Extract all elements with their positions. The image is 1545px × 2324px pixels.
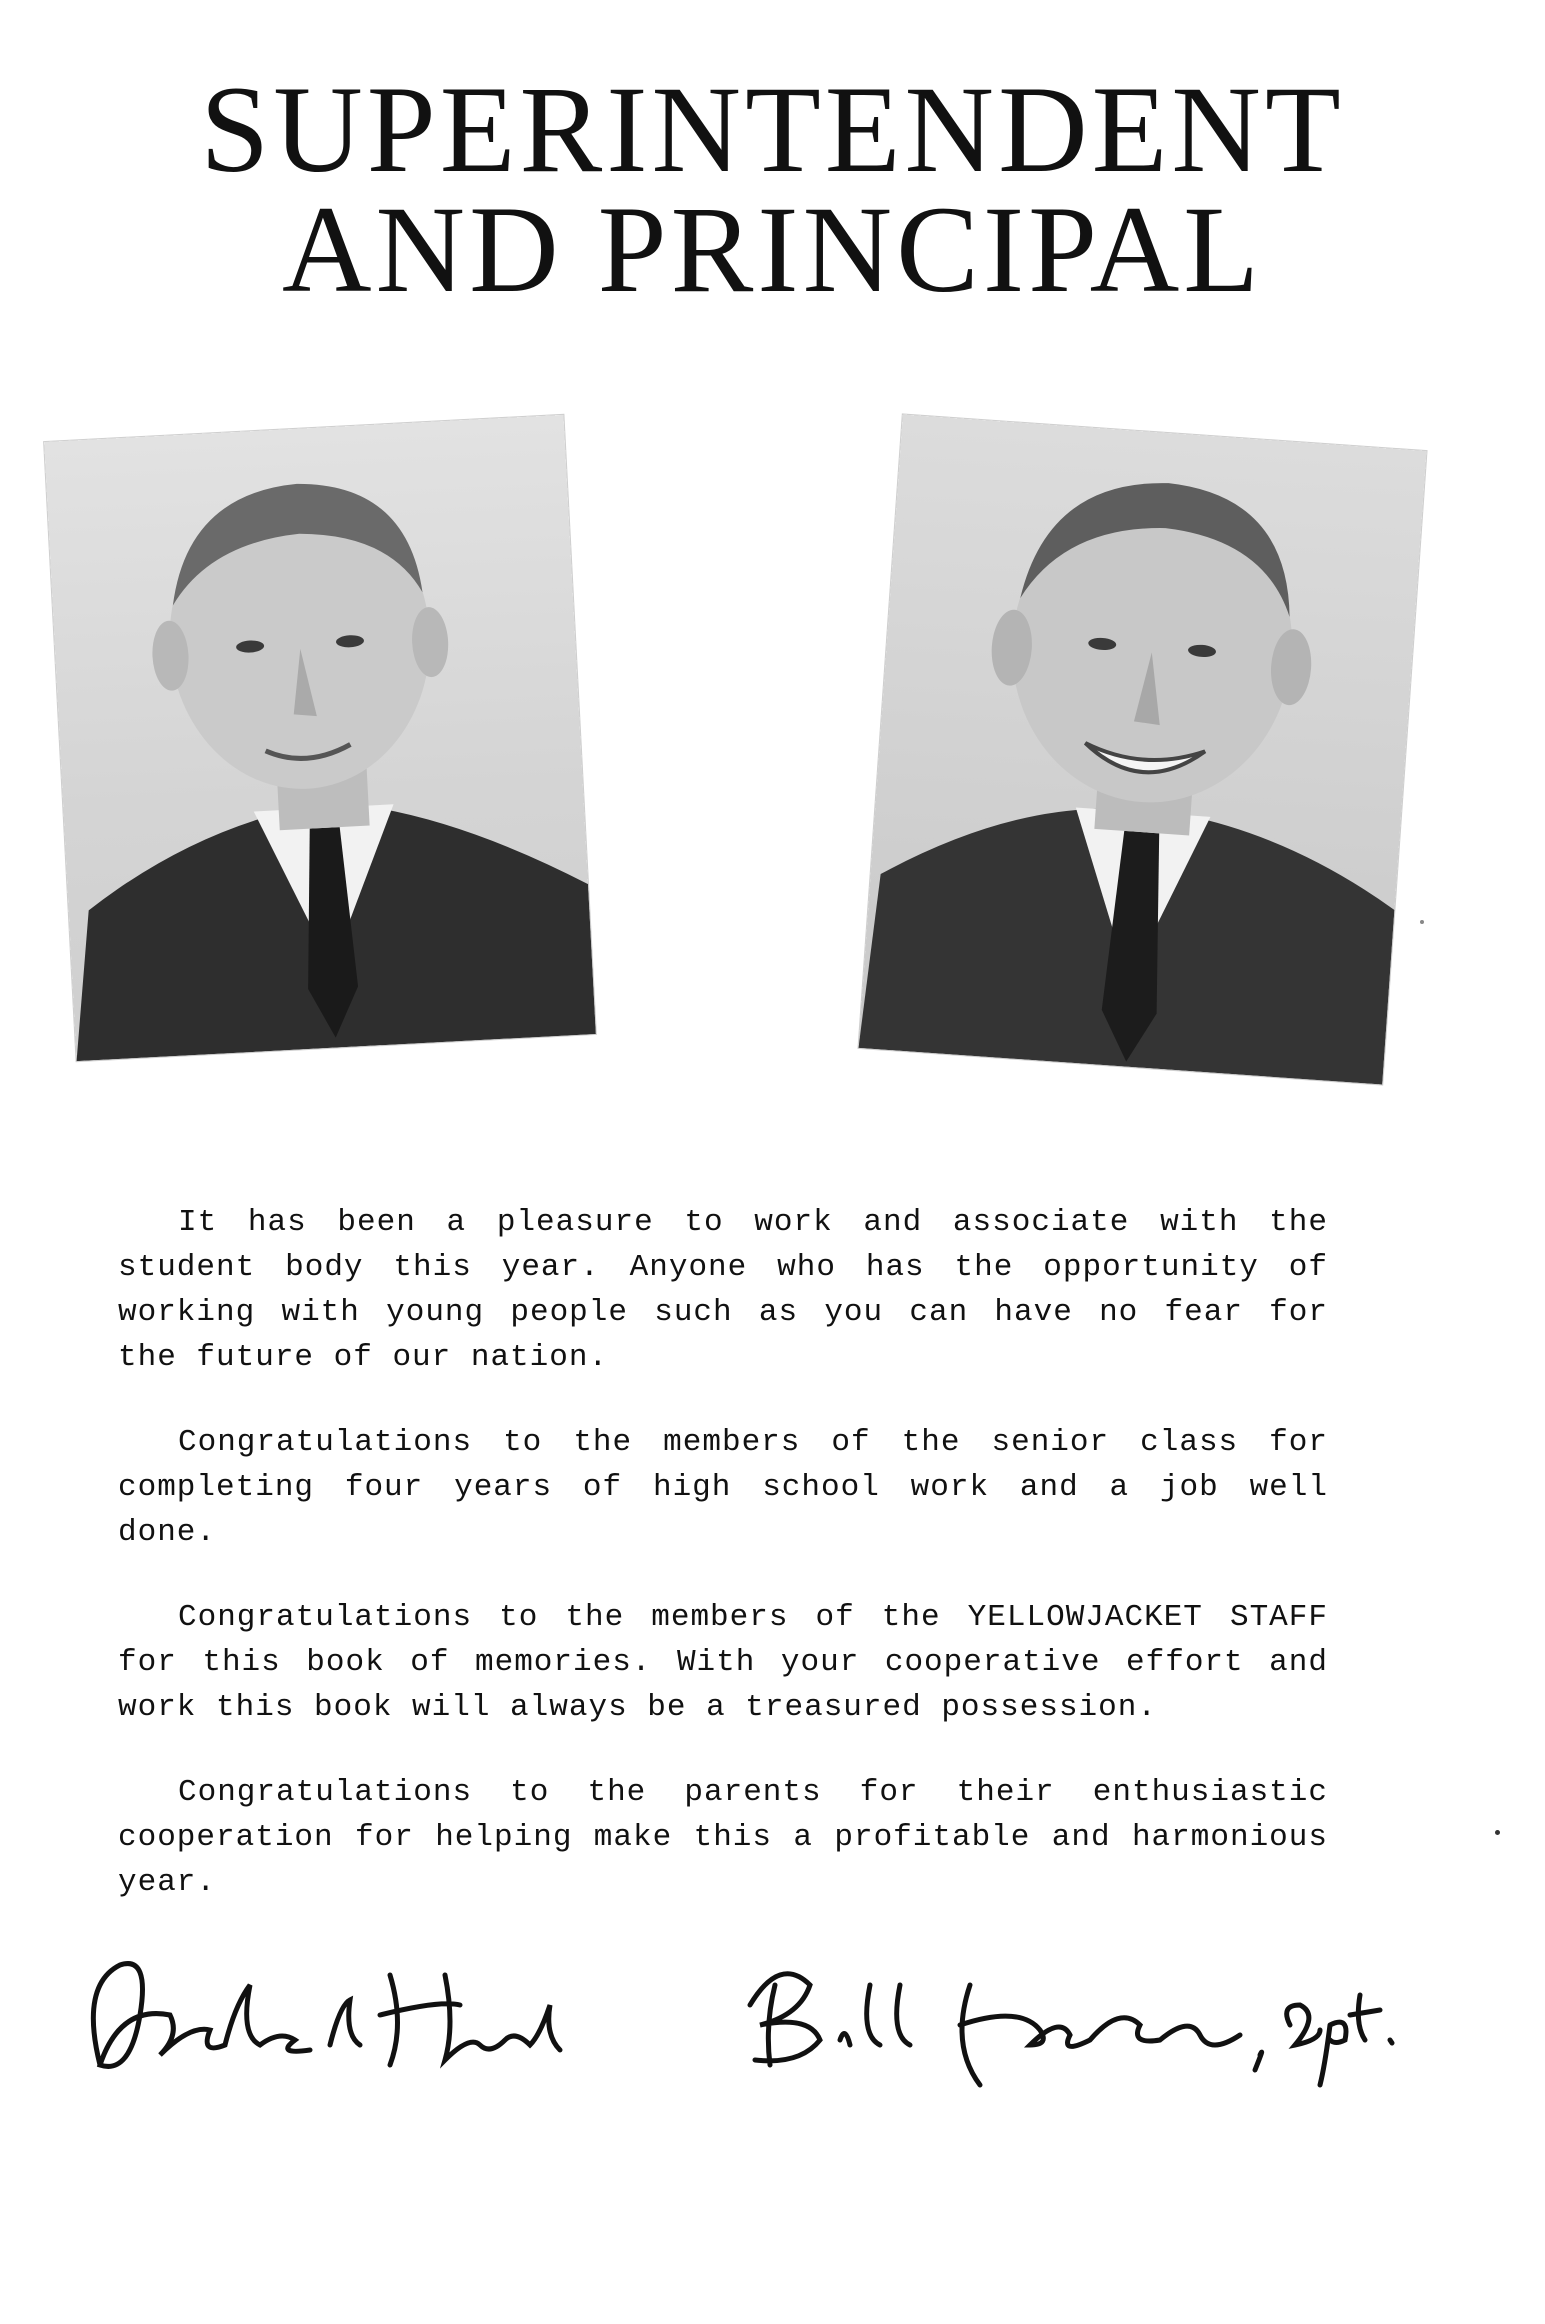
- signature-superintendent: [720, 1945, 1420, 2095]
- signature-principal: [60, 1945, 580, 2095]
- signature-superintendent-icon: [720, 1945, 1420, 2095]
- message-body: [118, 1200, 1328, 1945]
- print-speck: [1420, 920, 1424, 924]
- principal-portrait-photo: [44, 415, 596, 1061]
- superintendent-portrait-photo: [858, 414, 1426, 1084]
- message-paragraph-2: Congratulations to the members of the senior class for completing four years of high school work and a job well done.: [118, 1425, 1328, 1550]
- message-paragraph-4: Congratulations to the parents for their enthusiastic cooperation for helping make this a profitable and harmonious year.: [118, 1775, 1328, 1900]
- message-paragraph-1: It has been a pleasure to work and associate with the student body this year. Anyone who has the opportunity of working with young people such as you can have no fear for the future of our nation.: [118, 1205, 1328, 1375]
- person-portrait-icon: [858, 414, 1426, 1084]
- person-portrait-icon: [44, 415, 596, 1061]
- message-paragraph-3: Congratulations to the members of the YELLOWJACKET STAFF for this book of memories. With your cooperative effort and work this book will always be a treasured possession.: [118, 1600, 1328, 1725]
- print-speck: [1495, 1830, 1500, 1835]
- signature-principal-icon: [60, 1945, 580, 2095]
- page-title-line-1: SUPERINTENDENT: [200, 61, 1345, 198]
- page-title-line-2: AND PRINCIPAL: [281, 181, 1264, 318]
